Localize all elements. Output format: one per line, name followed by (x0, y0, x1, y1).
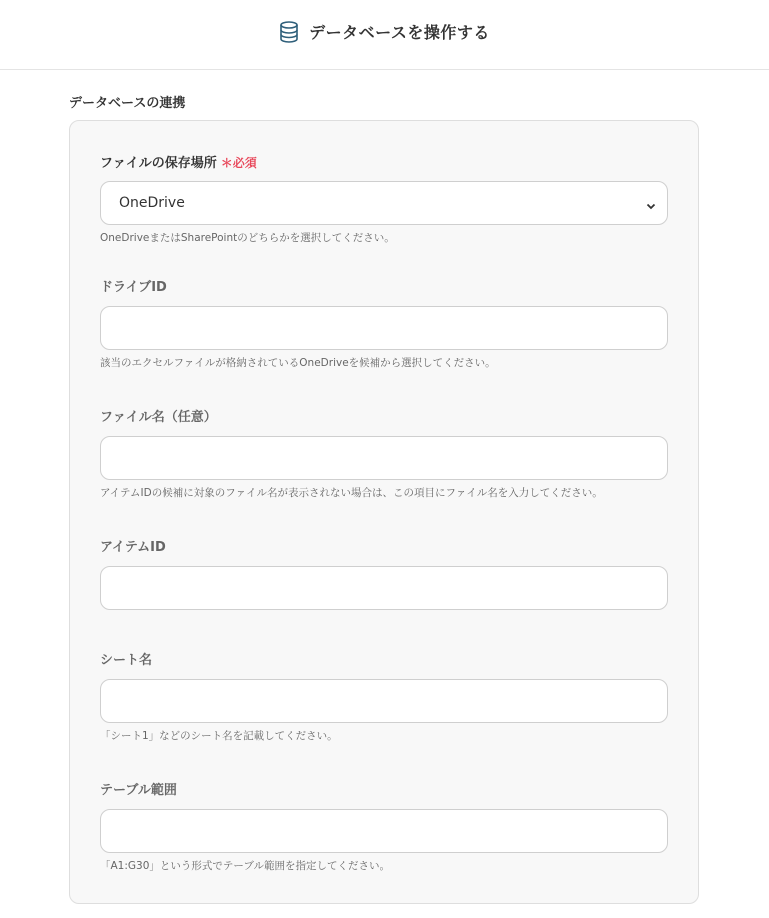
table-range-hint: 「A1:G30」という形式でテーブル範囲を指定してください。 (100, 860, 390, 872)
item-id-label: アイテムID (100, 540, 166, 555)
sheet-name-input-box (100, 679, 668, 723)
database-icon (279, 21, 299, 43)
storage-location-field (100, 154, 668, 245)
storage-location-label-text: ファイルの保存場所 (100, 156, 217, 171)
item-id-field (100, 539, 668, 610)
header-title-group (279, 20, 490, 43)
file-name-field (100, 409, 668, 500)
sheet-name-input[interactable] (119, 692, 657, 710)
section-title: データベースの連携 (69, 96, 186, 111)
item-id-input-box (100, 566, 668, 610)
file-name-input-box (100, 436, 668, 480)
page-title: データベースを操作する (309, 23, 490, 42)
table-range-label: テーブル範囲 (100, 783, 177, 798)
storage-location-selected-value: OneDrive (119, 195, 185, 211)
file-name-hint: アイテムIDの候補に対象のファイル名が表示されない場合は、この項目にファイル名を入力してください。 (100, 487, 603, 499)
storage-location-label (100, 154, 668, 172)
file-name-input[interactable] (119, 449, 657, 467)
settings-panel (69, 120, 699, 904)
storage-location-select[interactable] (100, 181, 668, 225)
drive-id-field (100, 279, 668, 370)
sheet-name-hint: 「シート1」などのシート名を記載してください。 (100, 730, 338, 742)
page-header (0, 0, 769, 70)
sheet-name-label: シート名 (100, 653, 153, 668)
table-range-input[interactable] (119, 822, 657, 840)
drive-id-label: ドライブID (100, 280, 167, 295)
drive-id-input[interactable] (119, 319, 657, 337)
item-id-input[interactable] (119, 579, 657, 597)
table-range-input-box (100, 809, 668, 853)
drive-id-input-box (100, 306, 668, 350)
table-range-field (100, 782, 668, 873)
drive-id-hint: 該当のエクセルファイルが格納されているOneDriveを候補から選択してください。 (100, 357, 496, 369)
file-name-label: ファイル名（任意） (100, 410, 217, 425)
chevron-down-icon (645, 197, 657, 209)
storage-location-hint: OneDriveまたはSharePointのどちらかを選択してください。 (100, 232, 395, 244)
sheet-name-field (100, 652, 668, 743)
required-badge: ＊必須 (220, 156, 257, 170)
